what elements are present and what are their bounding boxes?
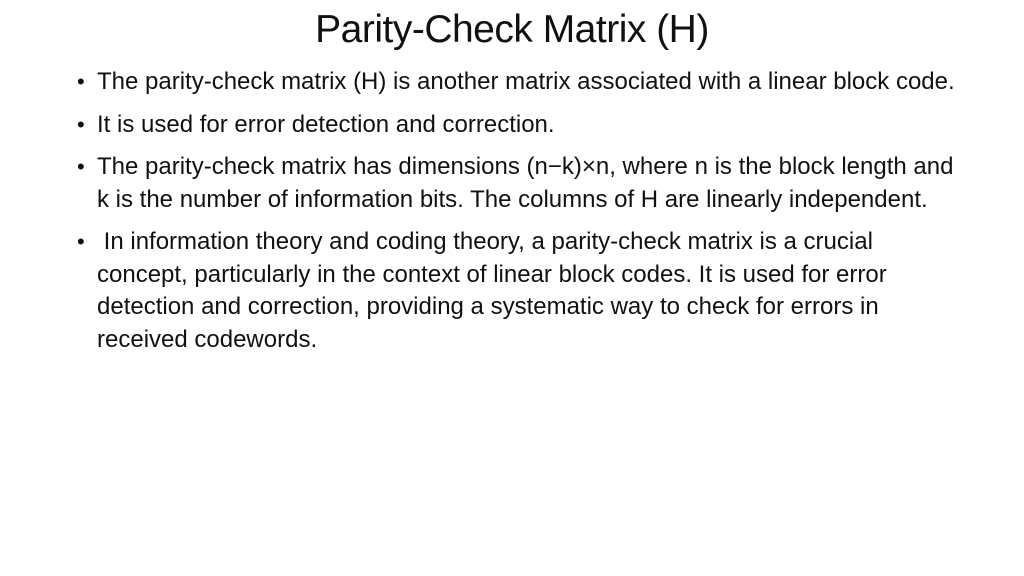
slide-title: Parity-Check Matrix (H) bbox=[315, 8, 709, 51]
bullet-text: It is used for error detection and correction. bbox=[97, 110, 555, 138]
bullet-dot: • bbox=[77, 111, 85, 137]
bullet-dot: • bbox=[77, 69, 85, 94]
bullet-text: In information theory and coding theory, a parity-check matrix is a crucial concept, particularly in the context of linear block codes. It is used for error detection and correction, providing a systematic way to check for errors in received codewords. bbox=[97, 228, 894, 353]
bullet-dot: • bbox=[77, 229, 85, 254]
bullet-item bbox=[75, 226, 955, 356]
bullet-list bbox=[75, 66, 955, 366]
bullet-text: The parity-check matrix (H) is another matrix associated with a linear block code. bbox=[97, 68, 955, 95]
bullet-item bbox=[75, 66, 955, 99]
bullet-dot: • bbox=[77, 154, 85, 179]
bullet-item bbox=[75, 151, 955, 216]
bullet-text: The parity-check matrix has dimensions (n−k)×n, where n is the block length and k is the number of information bits. The columns of H are linearly independent. bbox=[97, 153, 954, 213]
bullet-item bbox=[75, 109, 955, 142]
